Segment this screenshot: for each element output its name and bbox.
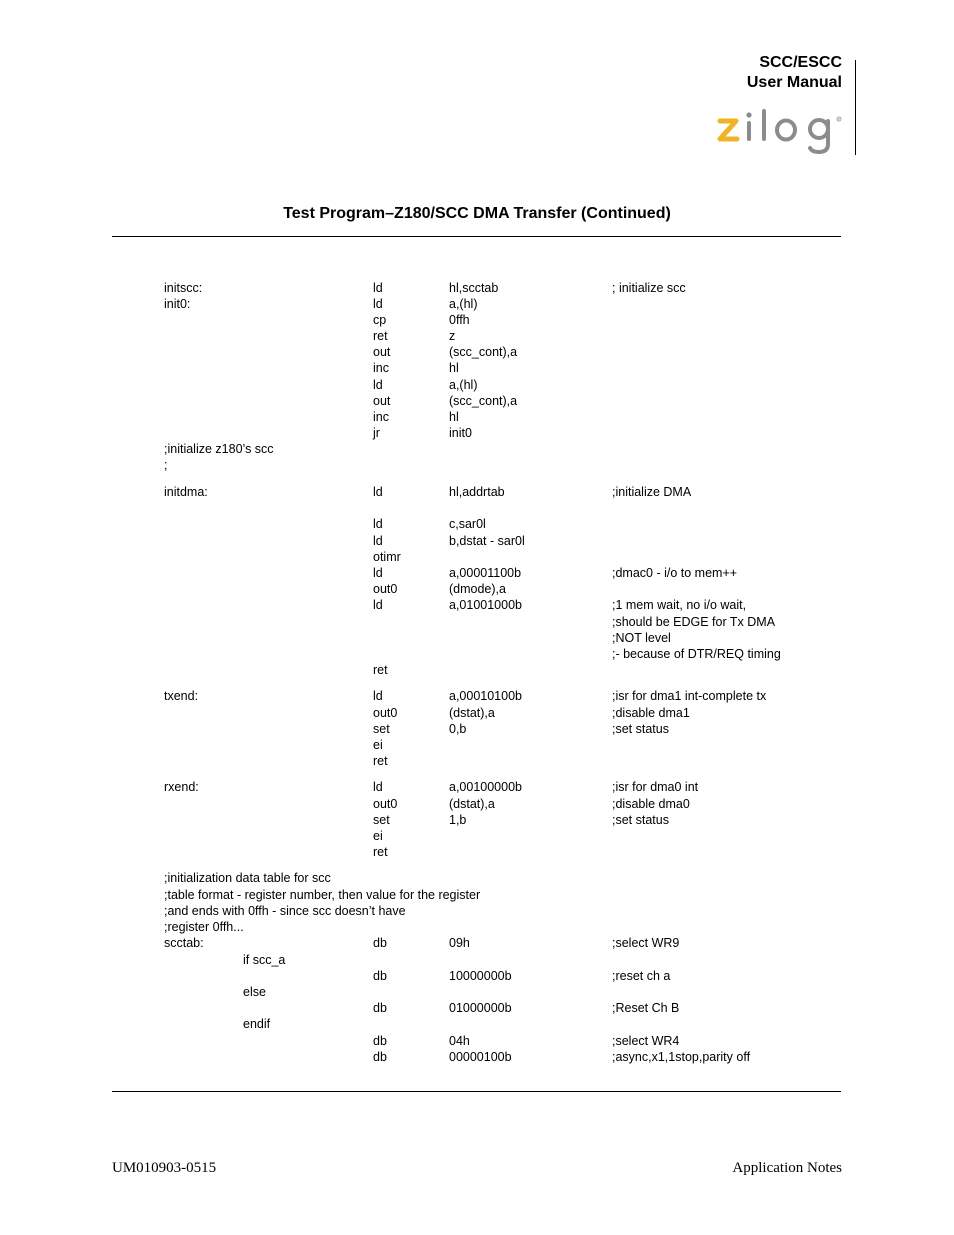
code-comment: ;isr for dma0 int bbox=[612, 780, 699, 794]
code-mnemonic: ei bbox=[373, 738, 383, 752]
code-operand: a,(hl) bbox=[449, 297, 478, 311]
code-mnemonic: ld bbox=[373, 780, 383, 794]
code-mnemonic: ret bbox=[373, 754, 388, 768]
code-operand: a,00001100b bbox=[449, 566, 522, 580]
section-title: Test Program–Z180/SCC DMA Transfer (Continued) bbox=[283, 205, 671, 222]
code-mnemonic: out bbox=[373, 345, 391, 359]
code-mnemonic: ld bbox=[373, 378, 383, 392]
code-mnemonic: otimr bbox=[373, 550, 401, 564]
code-mnemonic: ld bbox=[373, 598, 383, 612]
bottom-rule bbox=[112, 1091, 841, 1092]
code-comment-line: ;and ends with 0ffh - since scc doesn’t have bbox=[164, 904, 406, 918]
code-mnemonic: db bbox=[373, 1050, 387, 1064]
code-comment: ;isr for dma1 int-complete tx bbox=[612, 689, 767, 703]
code-comment: ;Reset Ch B bbox=[612, 1001, 680, 1015]
code-directive: if scc_a bbox=[243, 953, 286, 967]
code-label: rxend: bbox=[164, 780, 199, 794]
header-doc-type: User Manual bbox=[746, 74, 842, 91]
document-header bbox=[747, 53, 842, 93]
code-comment: ;set status bbox=[612, 722, 669, 736]
code-comment: ;disable dma0 bbox=[612, 797, 690, 811]
code-operand: a,(hl) bbox=[449, 378, 478, 392]
code-operand: init0 bbox=[449, 426, 472, 440]
code-operand: 01000000b bbox=[449, 1001, 512, 1015]
code-mnemonic: cp bbox=[373, 313, 387, 327]
code-comment: ;should be EDGE for Tx DMA bbox=[612, 615, 776, 629]
code-mnemonic: out0 bbox=[373, 582, 398, 596]
code-operand: 0,b bbox=[449, 722, 467, 736]
code-mnemonic: ld bbox=[373, 689, 383, 703]
code-comment: ;async,x1,1stop,parity off bbox=[612, 1050, 751, 1064]
header-divider bbox=[855, 60, 856, 155]
code-label: initdma: bbox=[164, 485, 208, 499]
code-comment: ;select WR4 bbox=[612, 1034, 680, 1048]
code-mnemonic: ret bbox=[373, 329, 388, 343]
code-label: initscc: bbox=[164, 281, 203, 295]
code-comment: ;reset ch a bbox=[612, 969, 671, 983]
code-operand: (dmode),a bbox=[449, 582, 506, 596]
code-operand: (scc_cont),a bbox=[449, 345, 518, 359]
code-operand: b,dstat - sar0l bbox=[449, 534, 525, 548]
zilog-logo bbox=[716, 107, 846, 157]
code-operand: 04h bbox=[449, 1034, 470, 1048]
code-mnemonic: ld bbox=[373, 534, 383, 548]
code-mnemonic: set bbox=[373, 722, 390, 736]
code-mnemonic: ret bbox=[373, 845, 388, 859]
top-rule bbox=[112, 236, 841, 237]
code-comment-line: ; bbox=[164, 458, 168, 472]
code-comment-line: ;table format - register number, then value for the register bbox=[164, 888, 481, 902]
code-mnemonic: ld bbox=[373, 485, 383, 499]
code-directive: endif bbox=[243, 1017, 271, 1031]
code-mnemonic: db bbox=[373, 936, 387, 950]
code-mnemonic: out0 bbox=[373, 797, 398, 811]
code-mnemonic: out0 bbox=[373, 706, 398, 720]
code-operand: hl bbox=[449, 410, 459, 424]
code-comment: ;- because of DTR/REQ timing bbox=[612, 647, 781, 661]
code-operand: hl,scctab bbox=[449, 281, 499, 295]
code-operand: c,sar0l bbox=[449, 517, 486, 531]
code-mnemonic: db bbox=[373, 969, 387, 983]
code-comment: ; initialize scc bbox=[612, 281, 686, 295]
code-operand: a,01001000b bbox=[449, 598, 522, 612]
code-mnemonic: inc bbox=[373, 410, 389, 424]
code-operand: 1,b bbox=[449, 813, 467, 827]
svg-text:R: R bbox=[837, 117, 841, 122]
code-mnemonic: ei bbox=[373, 829, 383, 843]
code-operand: (dstat),a bbox=[449, 706, 495, 720]
code-mnemonic: set bbox=[373, 813, 390, 827]
code-comment: ;dmac0 - i/o to mem++ bbox=[612, 566, 738, 580]
code-operand: 09h bbox=[449, 936, 470, 950]
code-comment: ;select WR9 bbox=[612, 936, 680, 950]
code-comment-line: ;initialize z180’s scc bbox=[164, 442, 274, 456]
code-mnemonic: inc bbox=[373, 361, 389, 375]
svg-text:zilog: zilog bbox=[716, 107, 719, 108]
code-mnemonic: ld bbox=[373, 517, 383, 531]
code-mnemonic: ld bbox=[373, 281, 383, 295]
code-comment: ;initialize DMA bbox=[612, 485, 692, 499]
code-comment: ;set status bbox=[612, 813, 669, 827]
code-mnemonic: ret bbox=[373, 663, 388, 677]
code-operand: (dstat),a bbox=[449, 797, 495, 811]
code-operand: a,00010100b bbox=[449, 689, 522, 703]
footer-doc-number: UM010903-0515 bbox=[112, 1160, 217, 1176]
code-mnemonic: ld bbox=[373, 566, 383, 580]
code-label: txend: bbox=[164, 689, 199, 703]
footer-section: Application Notes bbox=[732, 1160, 842, 1176]
code-mnemonic: ld bbox=[373, 297, 383, 311]
code-operand: 0ffh bbox=[449, 313, 470, 327]
code-comment: ;NOT level bbox=[612, 631, 671, 645]
header-product: SCC/ESCC bbox=[759, 54, 842, 71]
code-mnemonic: out bbox=[373, 394, 391, 408]
code-label: scctab: bbox=[164, 936, 204, 950]
code-operand: (scc_cont),a bbox=[449, 394, 518, 408]
code-operand: 00000100b bbox=[449, 1050, 512, 1064]
code-directive: else bbox=[243, 985, 266, 999]
code-label: init0: bbox=[164, 297, 191, 311]
code-operand: hl bbox=[449, 361, 459, 375]
code-mnemonic: jr bbox=[373, 426, 380, 440]
code-operand: 10000000b bbox=[449, 969, 512, 983]
code-comment: ;disable dma1 bbox=[612, 706, 690, 720]
code-operand: z bbox=[449, 329, 456, 343]
code-comment: ;1 mem wait, no i/o wait, bbox=[612, 598, 747, 612]
code-mnemonic: db bbox=[373, 1034, 387, 1048]
code-comment-line: ;register 0ffh... bbox=[164, 920, 244, 934]
code-mnemonic: db bbox=[373, 1001, 387, 1015]
code-operand: a,00100000b bbox=[449, 780, 522, 794]
code-comment-line: ;initialization data table for scc bbox=[164, 871, 331, 885]
code-operand: hl,addrtab bbox=[449, 485, 505, 499]
